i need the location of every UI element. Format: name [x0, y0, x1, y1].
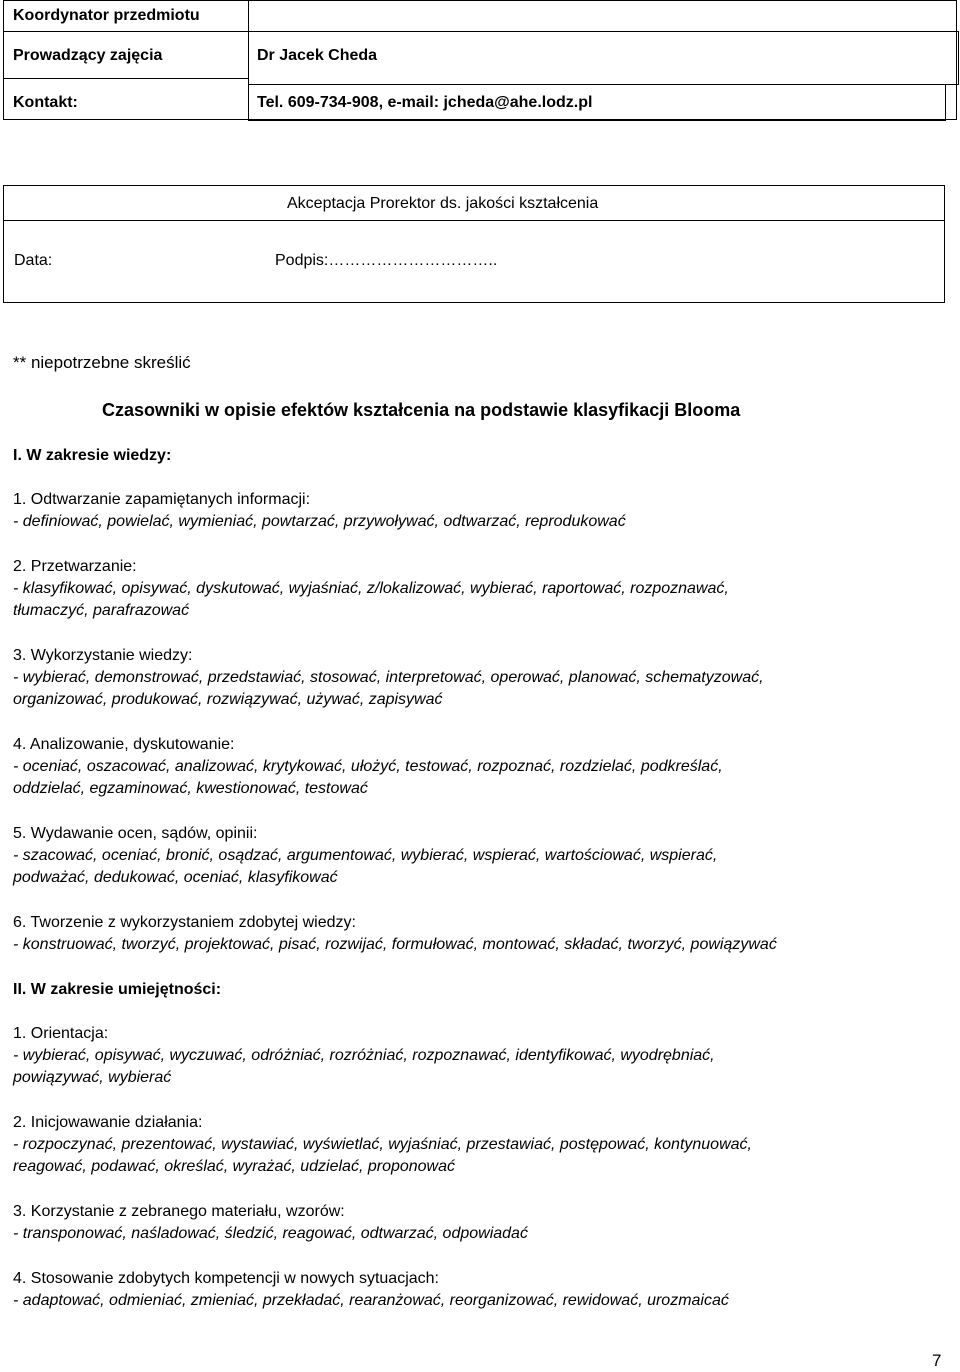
contact-value: Tel. 609-734-908, e-mail: jcheda@ahe.lodz.pl — [257, 94, 593, 111]
item-verbs: organizować, produkować, rozwiązywać, używać, zapisywać — [13, 691, 443, 708]
teacher-label: Prowadzący zajęcia — [13, 47, 163, 64]
item-heading: 1. Odtwarzanie zapamiętanych informacji: — [13, 491, 311, 508]
item-heading: 5. Wydawanie ocen, sądów, opinii: — [13, 825, 258, 842]
item-heading: 2. Inicjowawanie działania: — [13, 1114, 203, 1131]
item-verbs: reagować, podawać, określać, wyrażać, udzielać, proponować — [13, 1158, 456, 1175]
acceptance-box — [3, 185, 945, 303]
acceptance-title: Akceptacja Prorektor ds. jakości kształcenia — [287, 195, 599, 212]
main-title: Czasowniki w opisie efektów kształcenia na podstawie klasyfikacji Blooma — [102, 400, 741, 420]
item-verbs: - oceniać, oszacować, analizować, krytykować, ułożyć, testować, rozpoznać, rozdzielać, podkreślać, — [13, 758, 723, 775]
coordinator-label: Koordynator przedmiotu — [13, 7, 200, 24]
item-verbs: podważać, dedukować, oceniać, klasyfikować — [13, 869, 338, 886]
item-heading: 6. Tworzenie z wykorzystaniem zdobytej wiedzy: — [13, 914, 356, 931]
item-verbs: oddzielać, egzaminować, kwestionować, testować — [13, 780, 368, 797]
page-number: 7 — [932, 1351, 942, 1370]
item-verbs: - rozpoczynać, prezentować, wystawiać, wyświetlać, wyjaśniać, przestawiać, postępować, kontynuować, — [13, 1136, 752, 1153]
item-heading: 3. Wykorzystanie wiedzy: — [13, 647, 193, 664]
date-label: Data: — [14, 252, 53, 269]
teacher-value: Dr Jacek Cheda — [257, 47, 378, 64]
item-verbs: - klasyfikować, opisywać, dyskutować, wyjaśniać, z/lokalizować, wybierać, raportować, rozpoznawać, — [13, 580, 729, 597]
item-verbs: - adaptować, odmieniać, zmieniać, przekładać, rearanżować, reorganizować, rewidować, urozmaicać — [13, 1292, 729, 1309]
footnote: ** niepotrzebne skreślić — [13, 353, 191, 372]
item-verbs: - definiować, powielać, wymieniać, powtarzać, przywoływać, odtwarzać, reprodukować — [13, 513, 626, 530]
item-heading: 2. Przetwarzanie: — [13, 558, 137, 575]
item-verbs: - szacować, oceniać, bronić, osądzać, argumentować, wybierać, wspierać, wartościować, wspierać, — [13, 847, 718, 864]
acceptance-divider — [4, 220, 944, 221]
item-verbs: - transponować, naśladować, śledzić, reagować, odtwarzać, odpowiadać — [13, 1225, 528, 1242]
item-heading: 4. Analizowanie, dyskutowanie: — [13, 736, 235, 753]
item-verbs: tłumaczyć, parafrazować — [13, 602, 190, 619]
item-heading: 1. Orientacja: — [13, 1025, 109, 1042]
item-heading: 4. Stosowanie zdobytych kompetencji w nowych sytuacjach: — [13, 1270, 439, 1287]
item-heading: 3. Korzystanie z zebranego materiału, wzorów: — [13, 1203, 345, 1220]
course-info-table — [3, 0, 957, 120]
section-title-knowledge: I. W zakresie wiedzy: — [13, 447, 172, 464]
signature-label: Podpis:………………………….. — [275, 252, 498, 269]
contact-label: Kontakt: — [13, 94, 78, 111]
item-verbs: - konstruować, tworzyć, projektować, pisać, rozwijać, formułować, montować, składać, tworzyć, powiązywać — [13, 936, 777, 953]
table-divider — [4, 78, 248, 79]
section-title-skills: II. W zakresie umiejętności: — [13, 981, 222, 998]
item-verbs: - wybierać, demonstrować, przedstawiać, stosować, interpretować, operować, planować, schematyzować, — [13, 669, 764, 686]
item-verbs: powiązywać, wybierać — [13, 1069, 172, 1086]
item-verbs: - wybierać, opisywać, wyczuwać, odróżniać, rozróżniać, rozpoznawać, identyfikować, wyodrębniać, — [13, 1047, 715, 1064]
